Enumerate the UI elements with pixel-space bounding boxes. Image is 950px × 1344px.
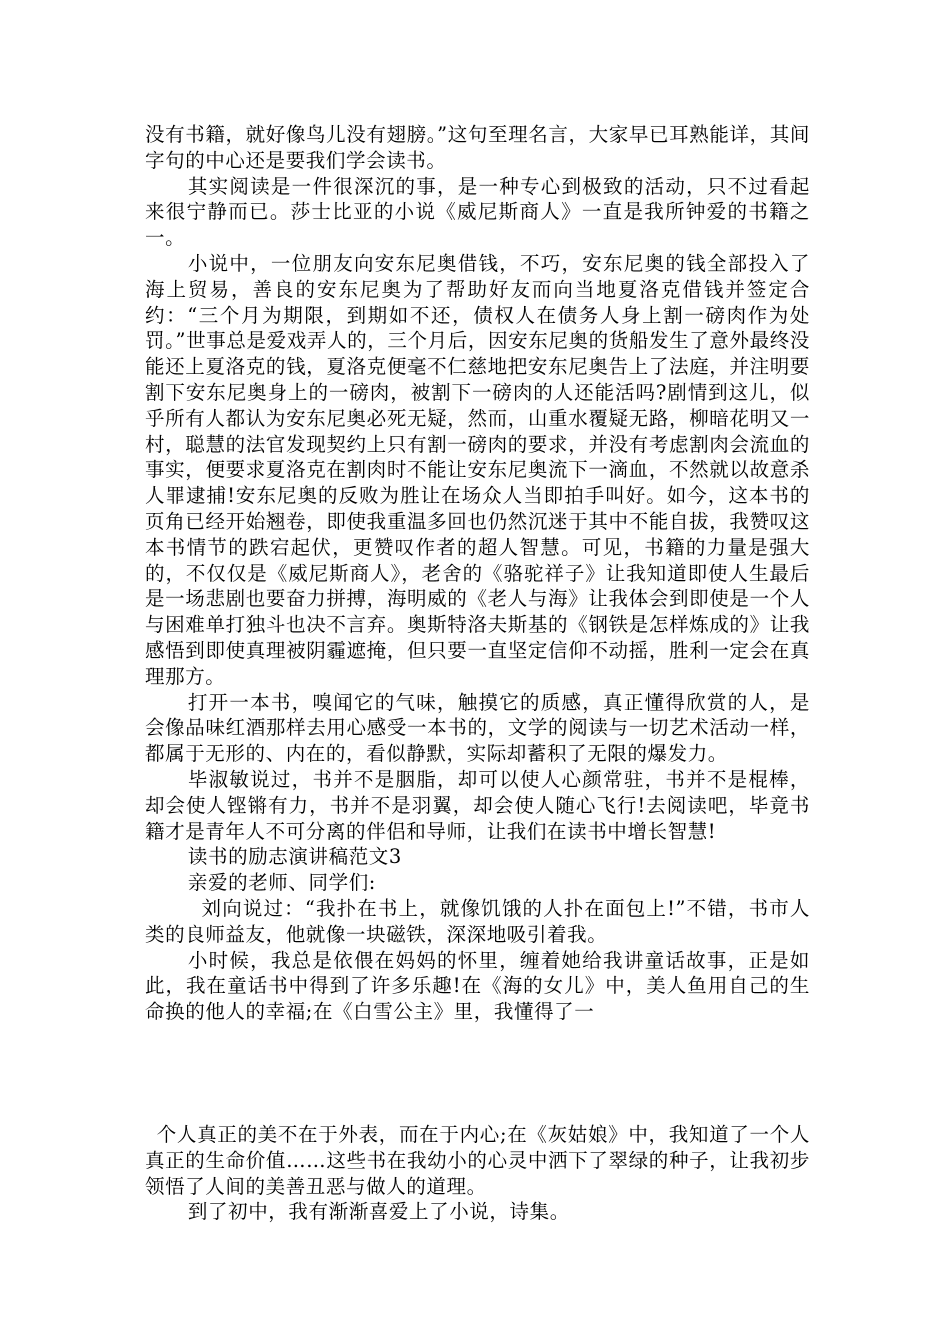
paragraph: 到了初中，我有渐渐喜爱上了小说，诗集。 — [187, 1200, 570, 1224]
section-heading: 读书的励志演讲稿范文3 — [187, 845, 402, 869]
greeting: 亲爱的老师、同学们: — [187, 871, 376, 895]
paragraph: 小时候，我总是依偎在妈妈的怀里，缠着她给我讲童话故事，正是如此，我在童话书中得到了许多乐趣!在《海的女儿》中，美人鱼用自己的生命换的他人的幸福;在《白雪公主》里，我懂得了一 — [145, 948, 810, 1024]
paragraph: 个人真正的美不在于外表，而在于内心;在《灰姑娘》中，我知道了一个人真正的生命价值……这些书在我幼小的心灵中洒下了翠绿的种子，让我初步领悟了人间的美善丑恶与做人的道理。 — [145, 1123, 810, 1198]
paragraph: 其实阅读是一件很深沉的事，是一种专心到极致的活动，只不过看起来很宁静而已。莎士比亚的小说《威尼斯商人》一直是我所钟爱的书籍之一。 — [145, 174, 810, 250]
paragraph: 小说中，一位朋友向安东尼奥借钱，不巧，安东尼奥的钱全部投入了海上贸易，善良的安东尼奥为了帮助好友而向当地夏洛克借钱并签定合约：“三个月为期限，到期如不还，债权人在债务人身上割一磅肉作为处罚。”世事总是爱戏弄人的，三个月后，因安东尼奥的货船发生了意外最终没能还上夏洛克的钱，夏洛克便毫不仁慈地把安东尼奥告上了法庭，并注明要割下安东尼奥身上的一磅肉，被割下一磅肉的人还能活吗?剧情到这儿，似乎所有人都认为安东尼奥必死无疑，然而，山重水覆疑无路，柳暗花明又一村，聪慧的法官发现契约上只有割一磅肉的要求，并没有考虑割肉会流血的事实，便要求夏洛克在割肉时不能让安东尼奥流下一滴血，不然就以故意杀人罪逮捕!安东尼奥的反败为胜让在场众人当即拍手叫好。如今，这本书的页角已经开始翘卷，即使我重温多回也仍然沉迷于其中不能自拔，我赞叹这本书情节的跌宕起伏，更赞叹作者的超人智慧。可见，书籍的力量是强大的，不仅仅是《威尼斯商人》，老舍的《骆驼祥子》让我知道即使人生最后是一场悲剧也要奋力拼搏，海明威的《老人与海》让我体会到即使是一个人与困难单打独斗也决不言弃。奥斯特洛夫斯基的《钢铁是怎样炼成的》让我感悟到即使真理被阴霾遮掩，但只要一直坚定信仰不动摇，胜利一定会在真理那方。 — [145, 251, 810, 688]
paragraph: 刘向说过：“我扑在书上，就像饥饿的人扑在面包上!”不错，书市人类的良师益友，他就像一块磁铁，深深地吸引着我。 — [145, 896, 810, 946]
paragraph: 没有书籍，就好像鸟儿没有翅膀。”这句至理名言，大家早已耳熟能详，其间字句的中心还是要我们学会读书。 — [145, 123, 810, 172]
paragraph: 毕淑敏说过，书并不是胭脂，却可以使人心颜常驻，书并不是棍棒，却会使人铿锵有力，书并不是羽翼，却会使人随心飞行!去阅读吧，毕竟书籍才是青年人不可分离的伴侣和导师，让我们在读书中增长智慧! — [145, 767, 810, 843]
document-body-continued — [145, 1122, 810, 1225]
paragraph: 打开一本书，嗅闻它的气味，触摸它的质感，真正懂得欣赏的人，是会像品味红酒那样去用心感受一本书的，文学的阅读与一切艺术活动一样，都属于无形的、内在的，看似静默，实际却蓄积了无限的爆发力。 — [145, 690, 810, 766]
document-body — [145, 122, 810, 1025]
